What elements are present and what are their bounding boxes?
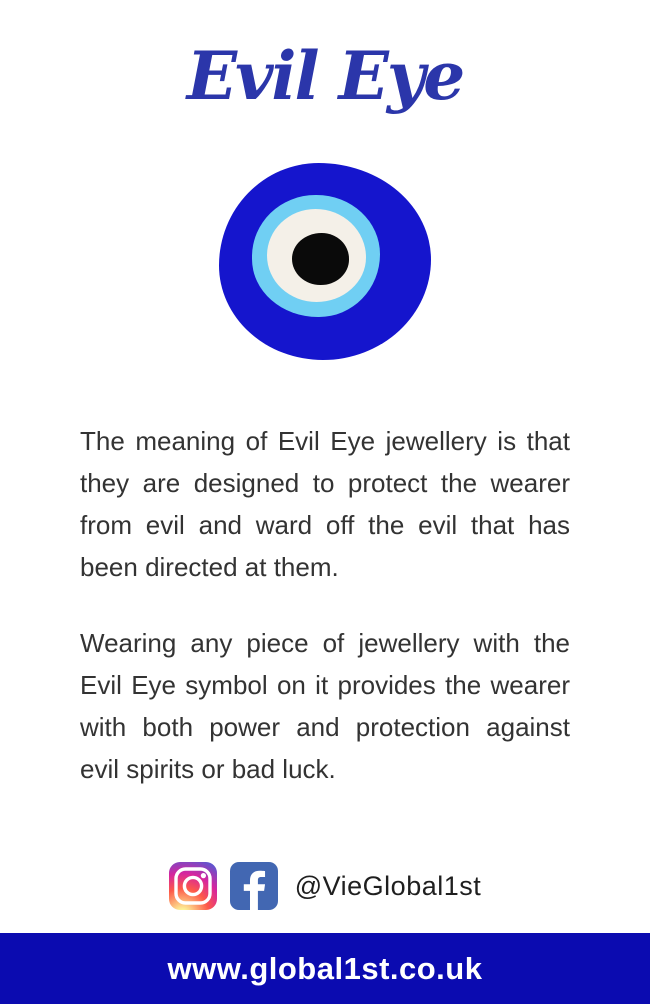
eye-cream-ring xyxy=(267,209,366,302)
instagram-icon xyxy=(169,862,217,910)
paragraph-wearing: Wearing any piece of jewellery with the Evil Eye symbol on it provides the wearer with both power and protection against evil spirits or bad luck. xyxy=(80,628,570,784)
social-handle: @VieGlobal1st xyxy=(294,870,482,901)
social-row xyxy=(0,862,650,910)
footer-bar xyxy=(0,933,650,1004)
body-copy xyxy=(80,420,570,790)
eye-light-blue-ring xyxy=(252,195,380,317)
paragraph-meaning: The meaning of Evil Eye jewellery is that they are designed to protect the wearer from evil and ward off the evil that has been directed at them. xyxy=(80,426,570,582)
page-title: Evil Eye xyxy=(186,37,464,115)
evil-eye-graphic xyxy=(219,163,431,360)
facebook-icon xyxy=(230,862,278,910)
website-url: www.global1st.co.uk xyxy=(167,950,483,986)
eye-pupil xyxy=(292,233,349,285)
